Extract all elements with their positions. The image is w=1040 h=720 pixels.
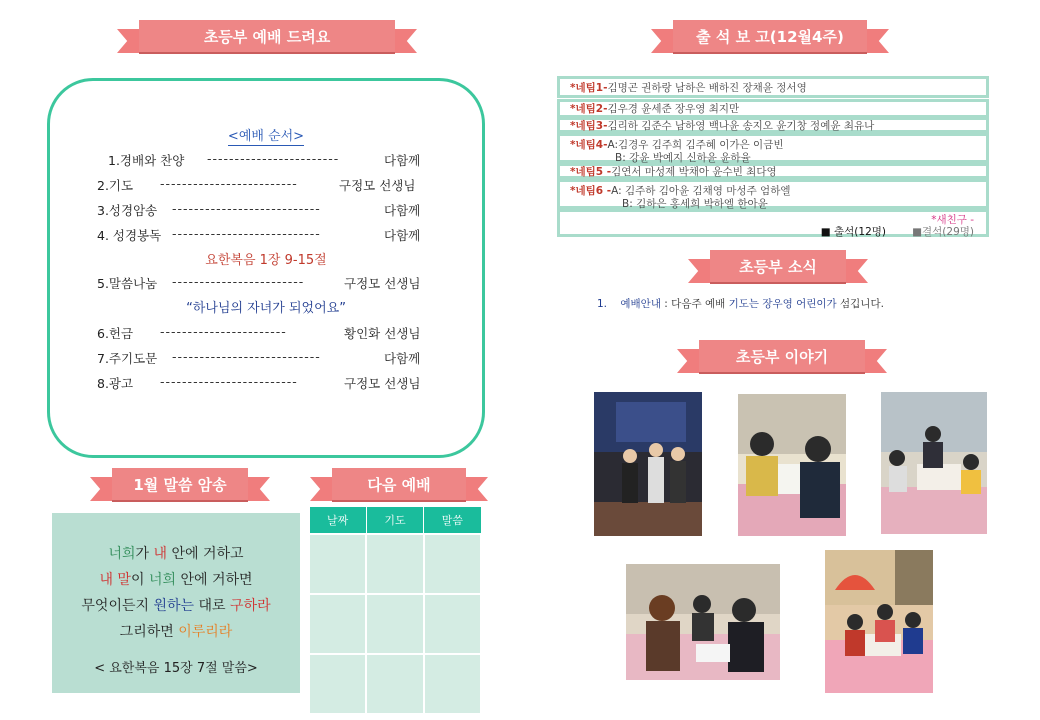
- photo-stage-presentation: [594, 392, 702, 536]
- col-date: 날짜: [309, 507, 366, 535]
- attendance-row: *네팀4- A:김경우 김주희 김주혜 이가은 이금빈 B: 강윤 박예지 신하윤 윤하율: [557, 133, 989, 163]
- order-item: 6.헌금 ----------------------- 황인화 선생님: [97, 324, 421, 341]
- verse-title: 1월 말씀 암송: [112, 468, 248, 500]
- order-item: 5.말씀나눔 ------------------------ 구정모 선생님: [97, 274, 421, 291]
- photo-kids-table: [738, 394, 846, 536]
- col-prayer: 기도: [366, 507, 423, 535]
- attendance-summary: [557, 209, 989, 237]
- attendance-row: *네팀2- 김우경 윤세준 장우영 최지만: [557, 99, 989, 118]
- next-worship-ribbon: [310, 468, 488, 502]
- scripture-reference: 요한복음 1장 9-15절: [205, 253, 327, 268]
- worship-title-ribbon: [117, 20, 417, 54]
- order-item: 4. 성경봉독 --------------------------- 다함께: [97, 226, 421, 243]
- verse-line: 너희가 내 안에 거하고: [108, 546, 244, 562]
- table-row: [309, 594, 481, 654]
- verse-line: 무엇이든지 원하는 대로 구하라: [81, 598, 271, 614]
- order-item: 2.기도 ------------------------- 구정모 선생님: [97, 176, 416, 193]
- story-title: 초등부 이야기: [699, 340, 865, 372]
- memory-verse-box: [52, 513, 300, 693]
- verse-line: 그리하면 이루리라: [119, 624, 233, 640]
- table-row: [309, 534, 481, 594]
- news-title: 초등부 소식: [710, 250, 846, 282]
- attendance-title: 출 석 보 고(12월4주): [673, 20, 867, 52]
- verse-line: 내 말이 너희 안에 거하면: [99, 572, 253, 588]
- new-friend: *새친구 -: [931, 214, 974, 226]
- attendance-row: *네팀3- 김리하 김준수 남하영 백나윤 송지오 윤기창 정예윤 최유나: [557, 117, 989, 133]
- order-item: 1.경배와 찬양 ------------------------ 다함께: [108, 151, 421, 168]
- worship-order-box: [47, 78, 485, 458]
- next-worship-title: 다음 예배: [332, 468, 466, 500]
- verse-title-ribbon: [90, 468, 270, 502]
- photo-teacher-kids: [626, 564, 780, 680]
- news-title-ribbon: [688, 250, 868, 284]
- table-row: [309, 654, 481, 714]
- attend-count: ■ 출석(12명): [820, 226, 886, 238]
- order-heading: <예배 순서>: [227, 129, 305, 144]
- next-worship-table: [308, 506, 482, 715]
- order-item: 3.성경암송 --------------------------- 다함께: [97, 201, 421, 218]
- attendance-row: *네팀1- 김명곤 권하랑 남하은 배하진 장채윤 정서영: [557, 76, 989, 98]
- order-item: 8.광고 ------------------------- 구정모 선생님: [97, 374, 421, 391]
- story-title-ribbon: [677, 340, 887, 374]
- col-sermon: 말씀: [424, 507, 481, 535]
- photo-group-floor: [881, 392, 987, 534]
- absent-count: ■결석(29명): [912, 226, 974, 238]
- attendance-row: *네팀6 - A: 김주하 김아윤 김채영 마성주 엄하엘 B: 김하은 홍세희 박하엘 한아윤: [557, 179, 989, 209]
- photo-playroom: [825, 550, 933, 693]
- sermon-title: “하나님의 자녀가 되었어요”: [186, 301, 346, 316]
- attendance-title-ribbon: [651, 20, 889, 54]
- worship-title: 초등부 예배 드려요: [139, 20, 395, 52]
- order-item: 7.주기도문 --------------------------- 다함께: [97, 349, 421, 366]
- verse-reference: < 요한복음 15장 7절 말씀>: [94, 661, 258, 676]
- news-item: 1. 예배안내 : 다음주 예배 기도는 장우영 어린이가 섬깁니다.: [597, 298, 884, 310]
- attendance-row: *네팀5 - 김연서 마성제 박채아 윤수빈 최다영: [557, 163, 989, 179]
